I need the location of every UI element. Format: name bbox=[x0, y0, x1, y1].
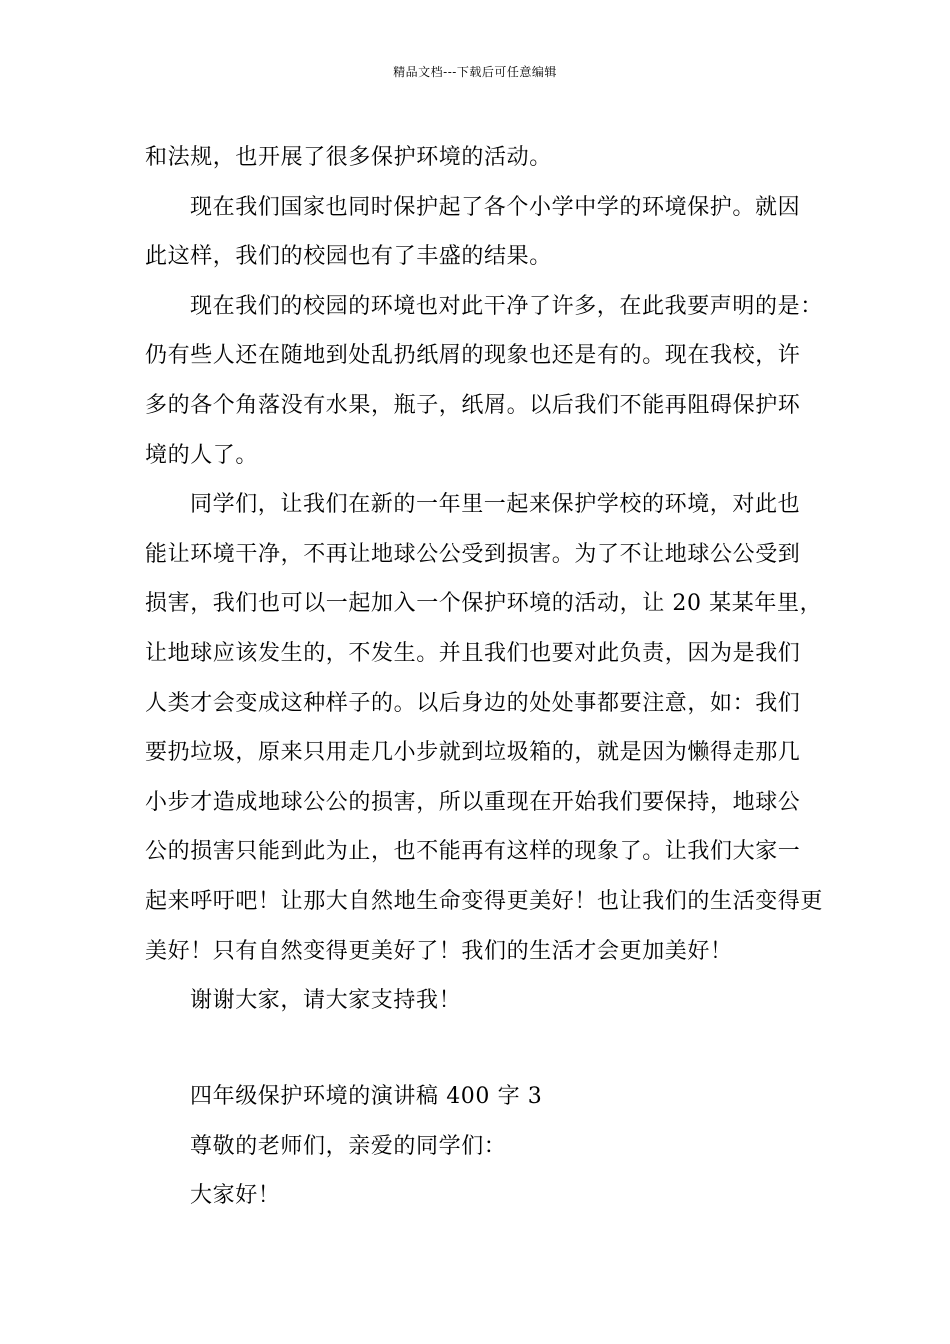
text-line: 现在我们国家也同时保护起了各个小学中学的环境保护。就因 bbox=[190, 194, 801, 220]
text-line: 此这样，我们的校园也有了丰盛的结果。 bbox=[145, 244, 552, 270]
text-line: 和法规，也开展了很多保护环境的活动。 bbox=[145, 145, 552, 170]
text-line: 小步才造成地球公公的损害，所以重现在开始我们要保持，地球公 bbox=[145, 789, 801, 815]
text-line: 仍有些人还在随地到处乱扔纸屑的现象也还是有的。现在我校，许 bbox=[145, 343, 801, 369]
text-line: 美好！只有自然变得更美好了！我们的生活才会更加美好！ bbox=[145, 938, 733, 964]
text-line: 公的损害只能到此为止，也不能再有这样的现象了。让我们大家一 bbox=[145, 839, 801, 865]
closing-line: 谢谢大家，请大家支持我！ bbox=[190, 988, 462, 1014]
text-line: 现在我们的校园的环境也对此干净了许多，在此我要声明的是： bbox=[190, 293, 823, 319]
text-line: 境的人了。 bbox=[145, 442, 259, 468]
text-line: 起来呼吁吧！让那大自然地生命变得更美好！也让我们的生活变得更 bbox=[145, 888, 824, 914]
text-line: 同学们，让我们在新的一年里一起来保护学校的环境，对此也 bbox=[190, 492, 801, 518]
greeting-line: 尊敬的老师们，亲爱的同学们： bbox=[190, 1133, 507, 1159]
page-header: 精品文档---下载后可任意编辑 bbox=[393, 65, 557, 79]
text-line: 多的各个角落没有水果，瓶子，纸屑。以后我们不能再阻碍保护环 bbox=[145, 392, 801, 418]
text-line: 损害，我们也可以一起加入一个保护环境的活动，让 20 某某年里， bbox=[145, 591, 823, 617]
text-line: 要扔垃圾，原来只用走几小步就到垃圾箱的，就是因为懒得走那几 bbox=[145, 740, 801, 766]
section-title: 四年级保护环境的演讲稿 400 字 3 bbox=[190, 1084, 543, 1109]
text-line: 让地球应该发生的，不发生。并且我们也要对此负责，因为是我们 bbox=[145, 640, 801, 666]
text-line: 能让环境干净，不再让地球公公受到损害。为了不让地球公公受到 bbox=[145, 541, 801, 567]
text-line: 人类才会变成这种样子的。以后身边的处处事都要注意，如：我们 bbox=[145, 690, 801, 716]
next-speech-section bbox=[145, 1072, 825, 1221]
hello-line: 大家好！ bbox=[190, 1183, 281, 1209]
document-body bbox=[145, 133, 825, 1026]
